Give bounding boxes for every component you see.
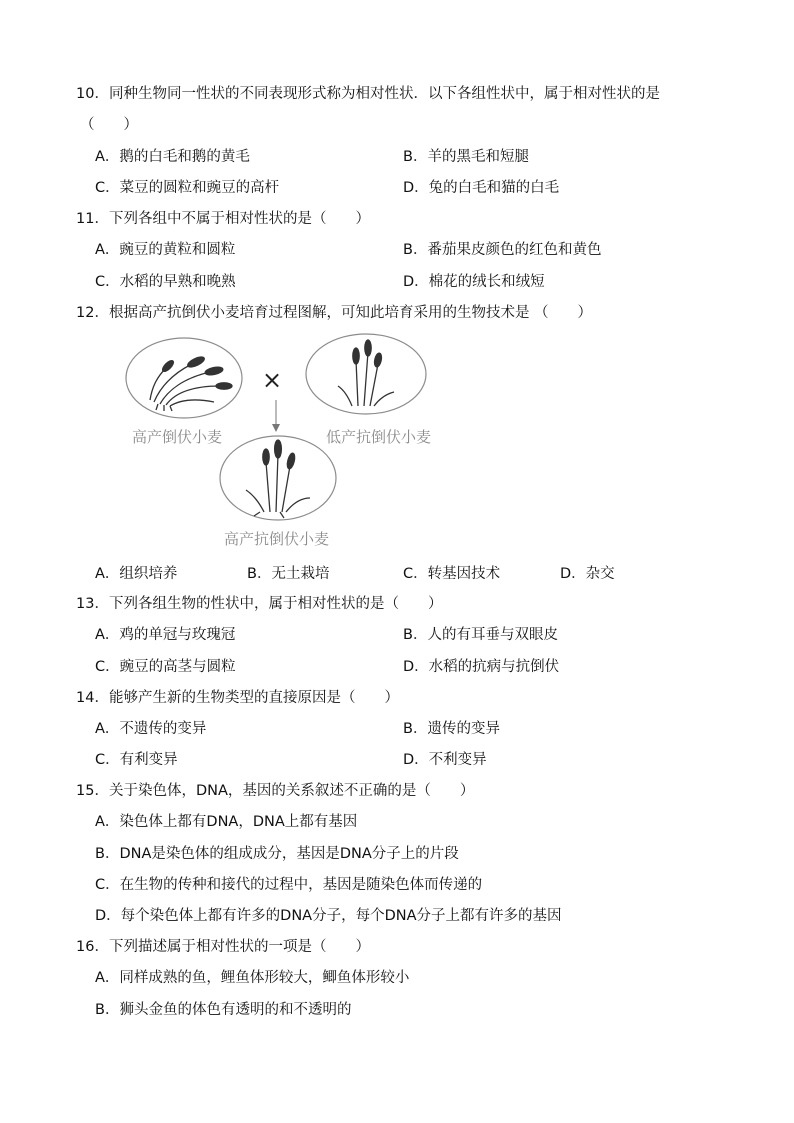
question-13-option-a: A．鸡的单冠与玫瑰冠 xyxy=(95,627,236,643)
question-10-option-a: A．鹅的白毛和鹅的黄毛 xyxy=(95,149,250,165)
question-14-option-c: C．有利变异 xyxy=(95,752,178,768)
left-ellipse xyxy=(126,338,242,418)
question-13-option-b: B．人的有耳垂与双眼皮 xyxy=(403,627,558,643)
question-10-option-d: D．兔的白毛和猫的白毛 xyxy=(403,180,560,196)
arrow-head-icon xyxy=(272,424,280,432)
question-15-stem: 15．关于染色体，DNA，基因的关系叙述不正确的是（ ） xyxy=(76,783,475,799)
question-10-option-c: C．菜豆的圆粒和豌豆的高杆 xyxy=(95,180,280,196)
question-12-option-c: C．转基因技术 xyxy=(403,566,501,582)
question-14-stem: 14．能够产生新的生物类型的直接原因是（ ） xyxy=(76,690,399,706)
wheat-result-icon xyxy=(246,440,310,518)
question-13-option-c: C．豌豆的高茎与圆粒 xyxy=(95,659,236,675)
question-10-stem: 10．同种生物同一性状的不同表现形式称为相对性状．以下各组性状中，属于相对性状的是 xyxy=(76,86,660,102)
question-16-option-b: B．狮头金鱼的体色有透明的和不透明的 xyxy=(95,1002,352,1018)
question-16-stem: 16．下列描述属于相对性状的一项是（ ） xyxy=(76,939,370,955)
wheat-lodging-icon xyxy=(150,355,232,411)
question-13-stem: 13．下列各组生物的性状中，属于相对性状的是（ ） xyxy=(76,596,443,612)
question-15-option-a: A．染色体上都有DNA，DNA上都有基因 xyxy=(95,814,358,830)
wheat-upright-icon xyxy=(338,340,394,406)
question-16-option-a: A．同样成熟的鱼，鲤鱼体形较大，鲫鱼体形较小 xyxy=(95,970,410,986)
question-15-option-d: D．每个染色体上都有许多的DNA分子，每个DNA分子上都有许多的基因 xyxy=(95,908,562,924)
wheat-breeding-figure xyxy=(110,330,460,555)
question-14-option-d: D．不利变异 xyxy=(403,752,487,768)
label-high-yield-lodging: 高产倒伏小麦 xyxy=(132,428,223,446)
question-13-option-d: D．水稻的抗病与抗倒伏 xyxy=(403,659,560,675)
question-12-option-b: B．无土栽培 xyxy=(247,566,330,582)
label-high-yield-resistant: 高产抗倒伏小麦 xyxy=(224,530,330,548)
question-10-stem-cont: （ ） xyxy=(80,117,138,133)
question-14-option-b: B．遗传的变异 xyxy=(403,721,500,737)
question-11-option-a: A．豌豆的黄粒和圆粒 xyxy=(95,242,236,258)
question-11-option-c: C．水稻的早熟和晚熟 xyxy=(95,274,236,290)
question-12-stem: 12．根据高产抗倒伏小麦培育过程图解，可知此培育采用的生物技术是 （ ） xyxy=(76,305,593,321)
question-15-option-b: B．DNA是染色体的组成成分，基因是DNA分子上的片段 xyxy=(95,846,459,862)
question-15-option-c: C．在生物的传种和接代的过程中，基因是随染色体而传递的 xyxy=(95,877,483,893)
question-11-option-b: B．番茄果皮颜色的红色和黄色 xyxy=(403,242,602,258)
question-14-option-a: A．不遗传的变异 xyxy=(95,721,207,737)
question-12-option-a: A．组织培养 xyxy=(95,566,178,582)
question-12-option-d: D．杂交 xyxy=(560,566,615,582)
cross-symbol: × xyxy=(261,366,283,394)
question-10-option-b: B．羊的黑毛和短腿 xyxy=(403,149,529,165)
label-low-yield-resistant: 低产抗倒伏小麦 xyxy=(326,428,432,446)
question-11-stem: 11．下列各组中不属于相对性状的是（ ） xyxy=(76,211,370,227)
question-11-option-d: D．棉花的绒长和绒短 xyxy=(403,274,545,290)
